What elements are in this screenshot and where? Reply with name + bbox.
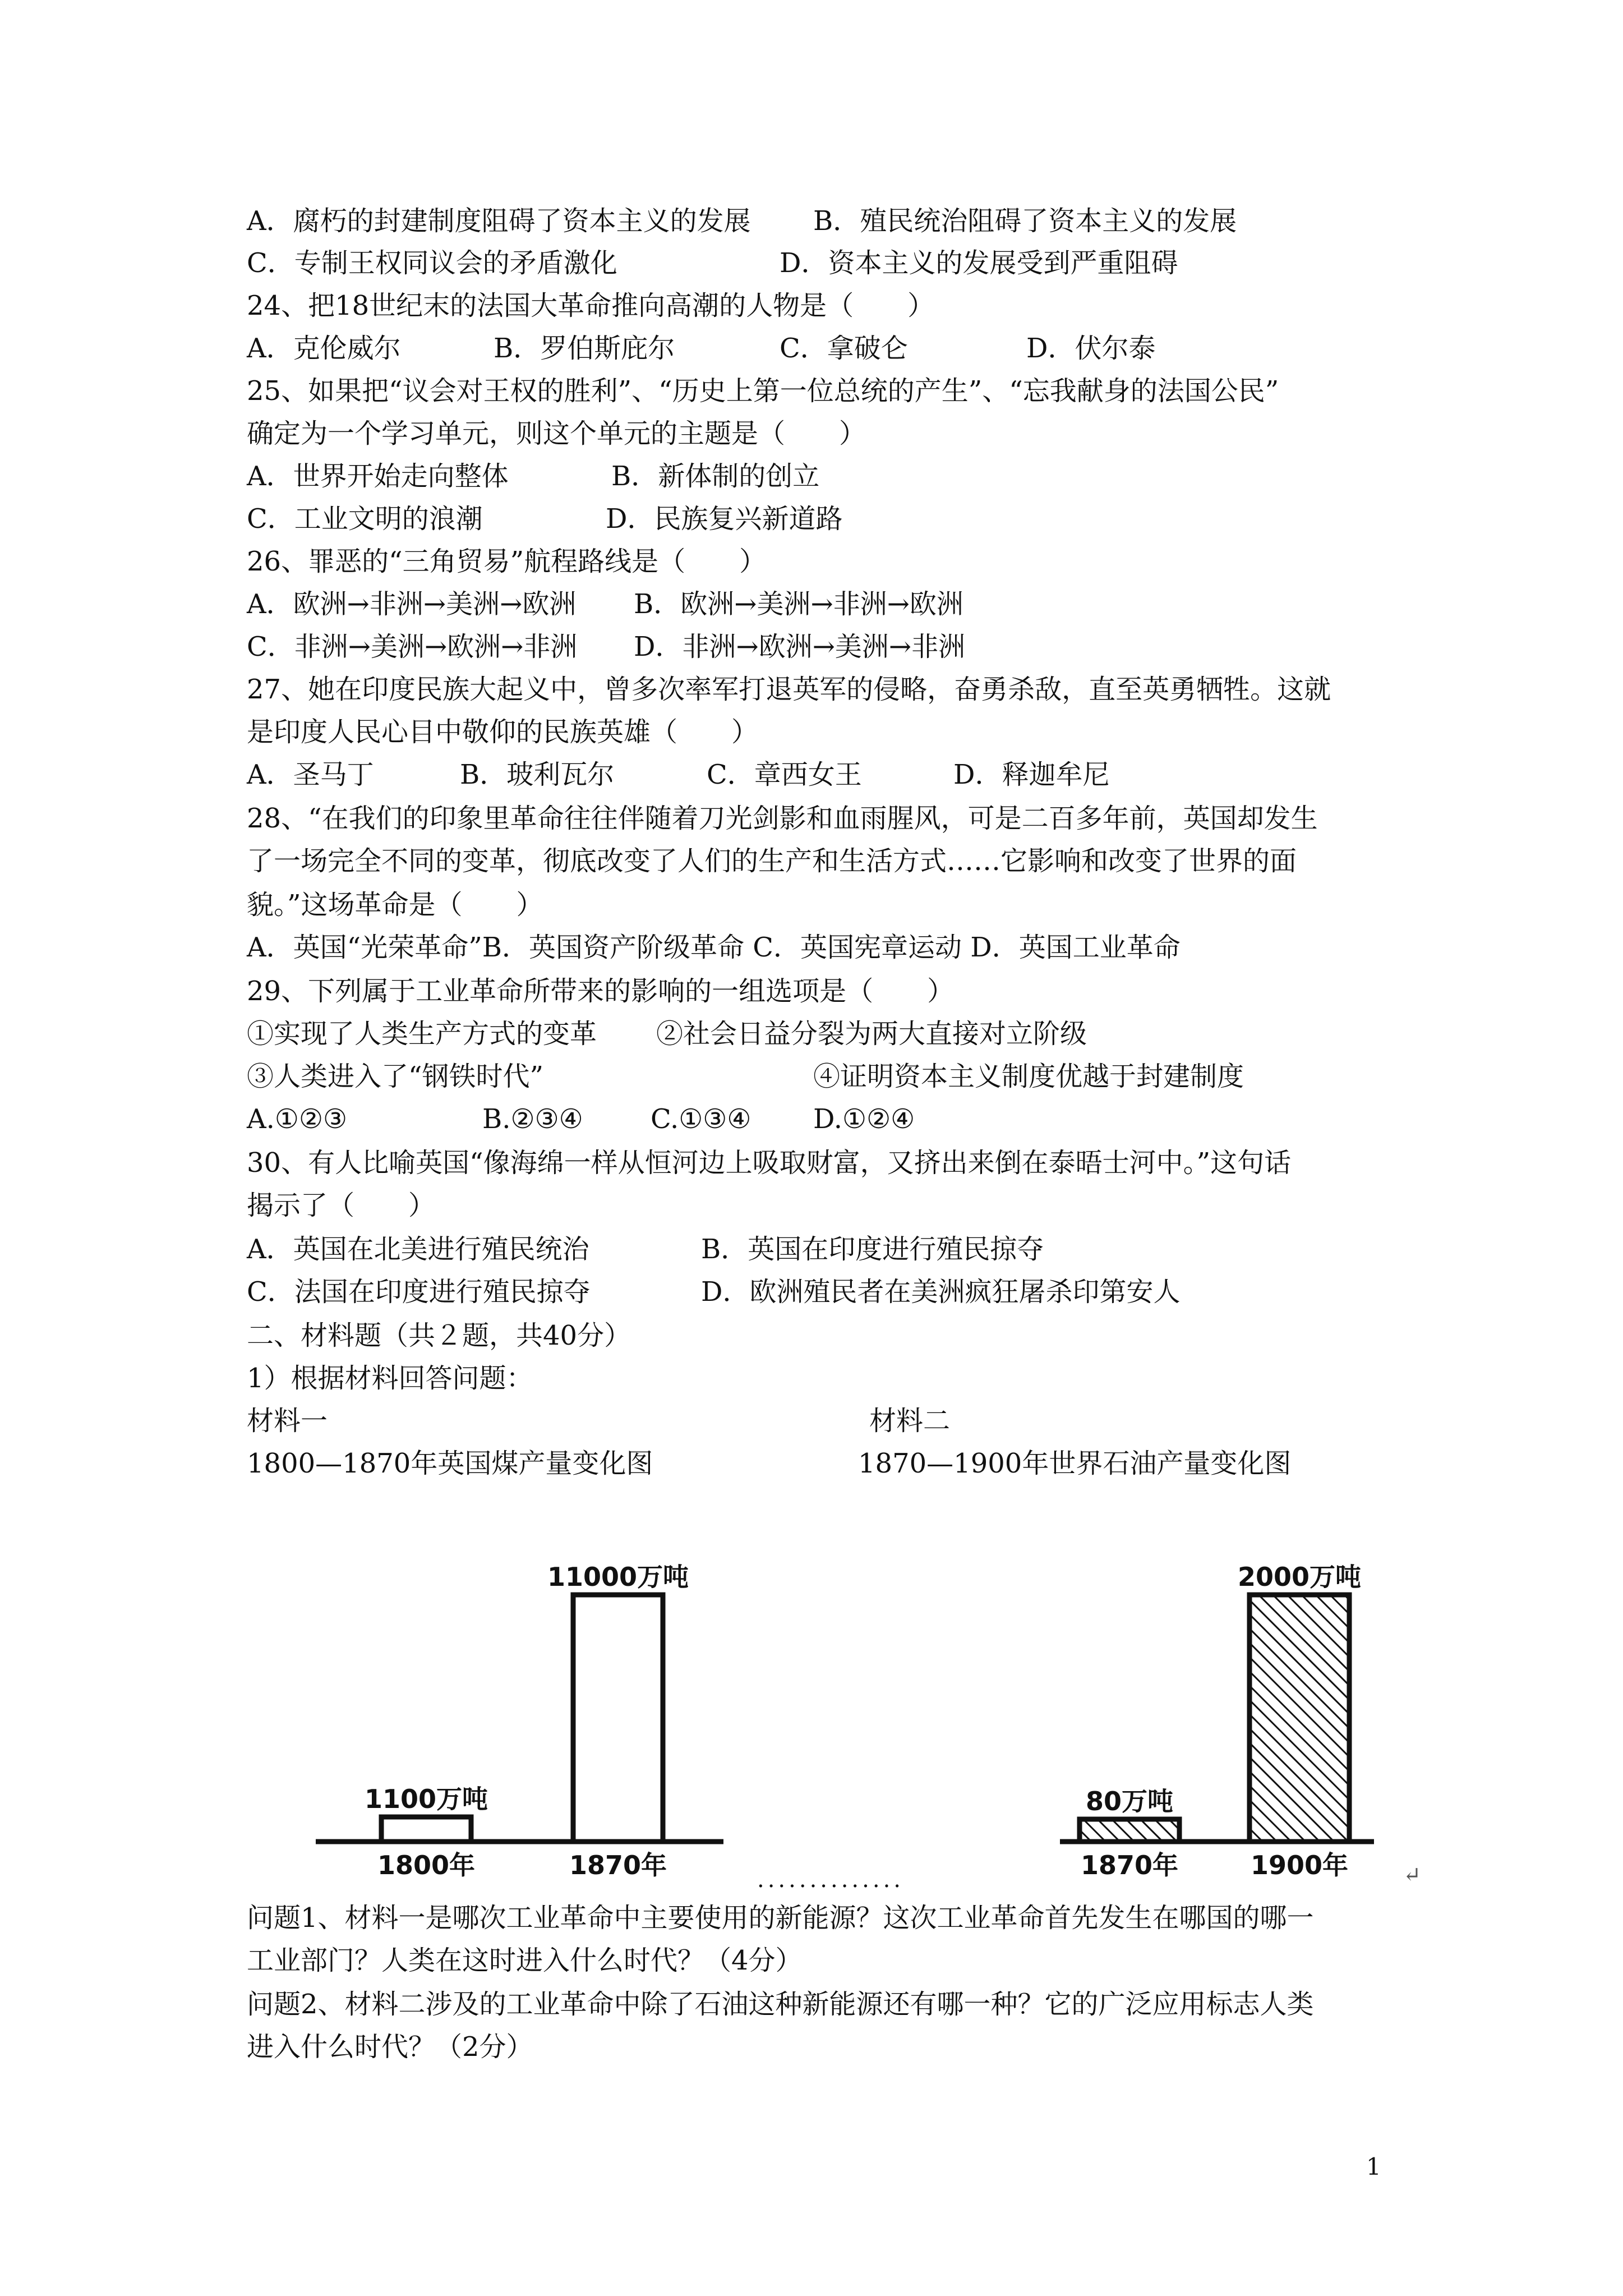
text-segment: A．英国“光荣革命”B．英国资产阶级革命 C．英国宪章运动 D．英国工业革命 (247, 932, 1181, 963)
text-segment: D．民族复兴新道路 (606, 503, 843, 535)
category-label: 1870年 (569, 1850, 667, 1880)
text-segment: 材料二 (869, 1405, 951, 1437)
text-segment: C．拿破仑 (780, 333, 908, 364)
value-label: 2000万吨 (1237, 1562, 1362, 1592)
page-number: 1 (1366, 2153, 1381, 2180)
text-segment: A．英国在北美进行殖民统治 (247, 1234, 589, 1265)
text-segment: B．殖民统治阻碍了资本主义的发展 (813, 205, 1237, 237)
text-segment: D．释迦牟尼 (953, 759, 1110, 790)
bar (1080, 1819, 1179, 1842)
text-segment: 26、罪恶的“三角贸易”航程路线是（ ） (247, 546, 767, 577)
text-segment: 1800—1870年英国煤产量变化图 (247, 1448, 653, 1479)
text-segment: B．新体制的创立 (611, 461, 820, 492)
text-segment: D．资本主义的发展受到严重阻碍 (780, 247, 1178, 279)
text-segment: B．英国在印度进行殖民掠夺 (701, 1234, 1044, 1265)
category-label: 1800年 (377, 1850, 476, 1880)
text-segment: C．章西女王 (707, 759, 862, 790)
separator-dots: .............. (757, 1867, 905, 1893)
text-segment: B.②③④ (482, 1103, 583, 1135)
question-line: 问题1、材料一是哪次工业革命中主要使用的新能源？这次工业革命首先发生在哪国的哪一 (247, 1902, 1314, 1934)
text-segment: D.①②④ (813, 1103, 915, 1135)
text-segment: 二、材料题（共２题，共40分） (247, 1320, 631, 1351)
bar (1249, 1595, 1349, 1842)
text-segment: 24、把18世纪末的法国大革命推向高潮的人物是（ ） (247, 290, 935, 321)
text-segment: B．罗伯斯庇尔 (494, 333, 675, 364)
text-segment: 材料一 (247, 1405, 328, 1437)
coal-output-chart (303, 1515, 740, 1885)
text-segment: 确定为一个学习单元，则这个单元的主题是（ ） (247, 418, 866, 449)
bar (573, 1595, 663, 1842)
question-line: 工业部门？人类在这时进入什么时代？（4分） (247, 1945, 803, 1976)
text-segment: 了一场完全不同的变革，彻底改变了人们的生产和生活方式……它影响和改变了世界的面 (247, 845, 1297, 877)
text-segment: 27、她在印度民族大起义中，曾多次率军打退英军的侵略，奋勇杀敌，直至英勇牺牲。这就 (247, 674, 1331, 705)
text-segment: C.①③④ (651, 1103, 751, 1135)
text-segment: 是印度人民心目中敬仰的民族英雄（ ） (247, 716, 759, 748)
text-segment: C．法国在印度进行殖民掠夺 (247, 1276, 591, 1308)
text-segment: B．玻利瓦尔 (460, 759, 615, 790)
category-label: 1870年 (1080, 1850, 1179, 1880)
question-line: 进入什么时代？（2分） (247, 2031, 533, 2063)
value-label: 11000万吨 (547, 1562, 689, 1592)
text-segment: A．欧洲→非洲→美洲→欧洲 (247, 588, 577, 620)
text-segment: ③人类进入了“钢铁时代” (247, 1061, 544, 1092)
text-segment: D．非洲→欧洲→美洲→非洲 (634, 631, 966, 662)
return-mark: ↵ (1403, 1862, 1421, 1887)
text-segment: ①实现了人类生产方式的变革 (247, 1018, 597, 1050)
value-label: 1100万吨 (364, 1784, 488, 1814)
text-segment: B．欧洲→美洲→非洲→欧洲 (634, 588, 963, 620)
text-segment: C．工业文明的浪潮 (247, 503, 483, 535)
text-segment: C．专制王权同议会的矛盾激化 (247, 247, 617, 279)
text-segment: ④证明资本主义制度优越于封建制度 (813, 1061, 1244, 1092)
text-segment: ②社会日益分裂为两大直接对立阶级 (656, 1018, 1087, 1050)
value-label: 80万吨 (1085, 1786, 1174, 1816)
category-label: 1900年 (1250, 1850, 1349, 1880)
text-segment: 1870—1900年世界石油产量变化图 (858, 1448, 1292, 1479)
text-segment: 25、如果把“议会对王权的胜利”、“历史上第一位总统的产生”、“忘我献身的法国公民” (247, 375, 1279, 407)
question-line: 问题2、材料二涉及的工业革命中除了石油这种新能源还有哪一种？它的广泛应用标志人类 (247, 1989, 1314, 2020)
bar (381, 1817, 471, 1842)
text-segment: 1）根据材料回答问题： (247, 1363, 533, 1394)
text-segment: D．欧洲殖民者在美洲疯狂屠杀印第安人 (701, 1276, 1181, 1308)
text-segment: 貌。”这场革命是（ ） (247, 889, 543, 921)
text-segment: D．伏尔泰 (1026, 333, 1156, 364)
oil-output-chart (1049, 1515, 1385, 1885)
text-segment: A．腐朽的封建制度阻碍了资本主义的发展 (247, 205, 751, 237)
text-segment: A．圣马丁 (247, 759, 374, 790)
text-segment: A．克伦威尔 (247, 333, 401, 364)
text-segment: 28、“在我们的印象里革命往往伴随着刀光剑影和血雨腥风，可是二百多年前，英国却发生 (247, 803, 1318, 834)
text-segment: 揭示了（ ） (247, 1190, 436, 1221)
text-segment: C．非洲→美洲→欧洲→非洲 (247, 631, 578, 662)
text-segment: 29、下列属于工业革命所带来的影响的一组选项是（ ） (247, 976, 955, 1007)
text-segment: A.①②③ (247, 1103, 348, 1135)
text-segment: 30、有人比喻英国“像海绵一样从恒河边上吸取财富，又挤出来倒在泰晤士河中。”这句话 (247, 1147, 1292, 1179)
text-segment: A．世界开始走向整体 (247, 461, 509, 492)
